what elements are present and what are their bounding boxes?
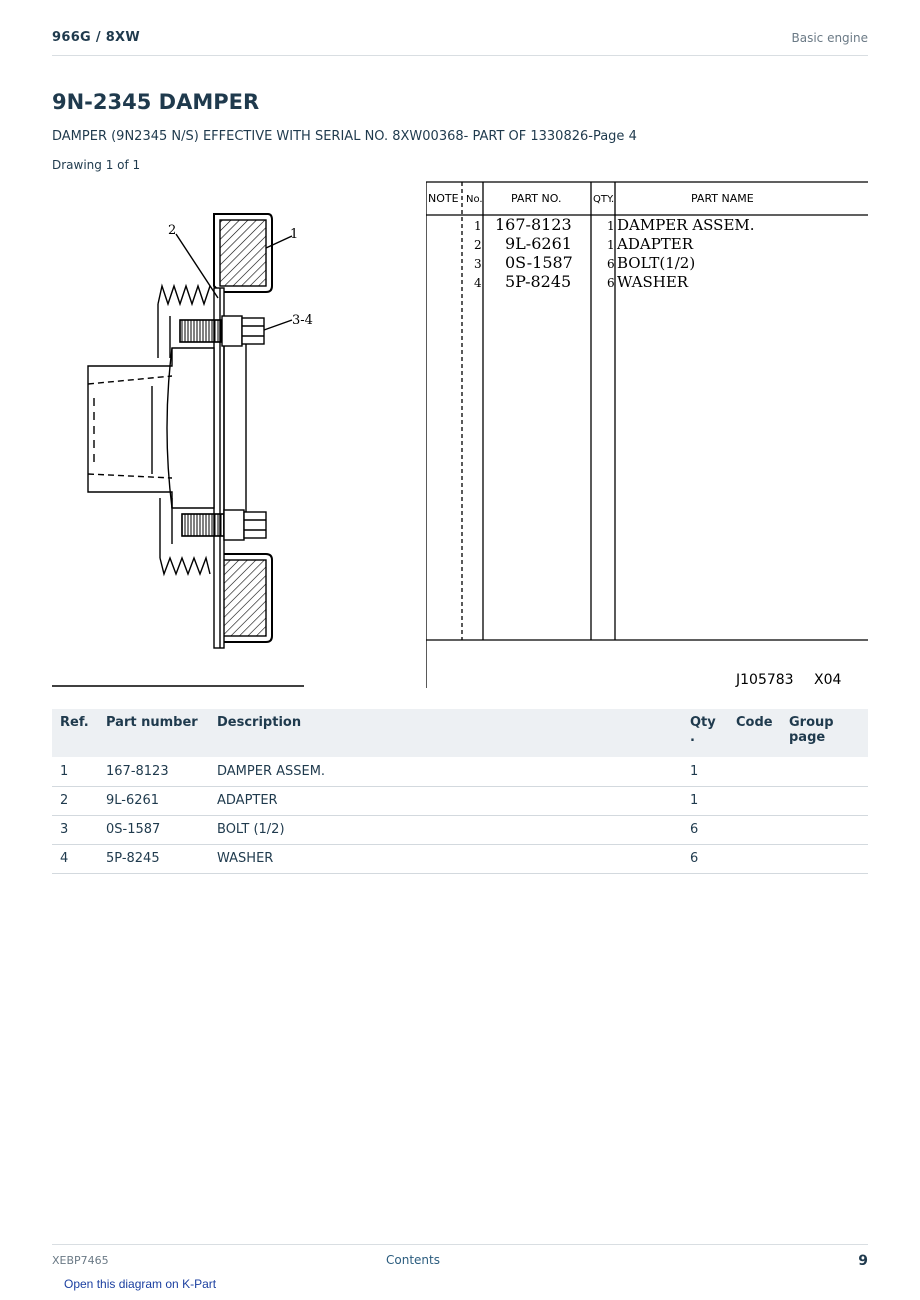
- scan-header-qty: QTY.: [593, 194, 615, 205]
- cell-ref: 3: [52, 815, 98, 844]
- cell-ref: 2: [52, 786, 98, 815]
- cell-qty: 6: [682, 844, 728, 873]
- scanned-parts-list: [426, 180, 868, 690]
- cell-ref: 4: [52, 844, 98, 873]
- scan-row-4-name: WASHER: [617, 273, 689, 291]
- callout-3-4: 3-4: [292, 313, 313, 328]
- scan-row-3-part: 0S-1587: [505, 253, 573, 272]
- damper-drawing-svg: [52, 178, 332, 690]
- cell-part-number: 5P-8245: [98, 844, 209, 873]
- table-row: [52, 844, 868, 873]
- cell-code: [728, 815, 781, 844]
- callout-2: 2: [168, 223, 177, 238]
- cell-part-number: 167-8123: [98, 757, 209, 786]
- parts-table: [52, 709, 868, 874]
- cell-code: [728, 757, 781, 786]
- page-header: [52, 28, 868, 56]
- table-row: [52, 786, 868, 815]
- cell-qty: 1: [682, 786, 728, 815]
- page-title: 9N-2345 DAMPER: [52, 90, 260, 114]
- cell-group-page: [781, 844, 868, 873]
- drawing-count: Drawing 1 of 1: [52, 158, 141, 172]
- document-id: XEBP7465: [52, 1254, 109, 1267]
- scan-row-2-qty: 1: [607, 238, 615, 252]
- drawing-ref-code: X04: [814, 672, 842, 688]
- scan-row-2-part: 9L-6261: [505, 234, 572, 253]
- table-row: [52, 757, 868, 786]
- page-subtitle: DAMPER (9N2345 N/S) EFFECTIVE WITH SERIAL NO. 8XW00368- PART OF 1330826-Page 4: [52, 129, 637, 144]
- scan-row-3-qty: 6: [607, 257, 615, 271]
- scan-header-note: NOTE: [428, 192, 459, 205]
- cell-part-number: 9L-6261: [98, 786, 209, 815]
- scan-row-4-qty: 6: [607, 276, 615, 290]
- scanned-parts-list-svg: [426, 180, 868, 690]
- scan-header-part-name: PART NAME: [691, 192, 754, 205]
- open-kpart-link[interactable]: Open this diagram on K-Part: [64, 1277, 217, 1291]
- scan-header-no: No.: [466, 194, 483, 205]
- col-qty: Qty .: [682, 709, 728, 757]
- scan-header-part-no: PART NO.: [511, 192, 562, 205]
- cell-qty: 1: [682, 757, 728, 786]
- col-part-number: Part number: [98, 709, 209, 757]
- cell-qty: 6: [682, 815, 728, 844]
- drawing-ref-number: J105783: [736, 672, 794, 688]
- contents-link[interactable]: Contents: [386, 1253, 440, 1267]
- col-group-page: Group page: [781, 709, 868, 757]
- col-description: Description: [209, 709, 682, 757]
- cell-code: [728, 786, 781, 815]
- scan-row-1-part: 167-8123: [495, 215, 572, 234]
- scan-row-2-name: ADAPTER: [617, 235, 694, 253]
- cell-code: [728, 844, 781, 873]
- scan-row-4-no: 4: [474, 276, 482, 290]
- cell-group-page: [781, 757, 868, 786]
- scan-row-1-qty: 1: [607, 219, 615, 233]
- scan-row-4-part: 5P-8245: [505, 272, 572, 291]
- scan-row-3-name: BOLT(1/2): [617, 254, 696, 272]
- cell-group-page: [781, 786, 868, 815]
- scan-row-1-no: 1: [474, 219, 482, 233]
- col-code: Code: [728, 709, 781, 757]
- model-label: 966G / 8XW: [52, 30, 141, 45]
- damper-drawing: [52, 178, 332, 690]
- cell-description: WASHER: [209, 844, 682, 873]
- scan-row-3-no: 3: [474, 257, 482, 271]
- cell-description: DAMPER ASSEM.: [209, 757, 682, 786]
- cell-ref: 1: [52, 757, 98, 786]
- parts-table-header: [52, 709, 868, 757]
- cell-description: ADAPTER: [209, 786, 682, 815]
- section-label: Basic engine: [791, 31, 868, 45]
- scan-row-1-name: DAMPER ASSEM.: [617, 216, 755, 234]
- table-row: [52, 815, 868, 844]
- cell-part-number: 0S-1587: [98, 815, 209, 844]
- callout-1: 1: [290, 227, 299, 242]
- page-number: 9: [858, 1253, 868, 1269]
- cell-group-page: [781, 815, 868, 844]
- scan-row-2-no: 2: [474, 238, 482, 252]
- cell-description: BOLT (1/2): [209, 815, 682, 844]
- page-footer: [52, 1244, 868, 1300]
- col-ref: Ref.: [52, 709, 98, 757]
